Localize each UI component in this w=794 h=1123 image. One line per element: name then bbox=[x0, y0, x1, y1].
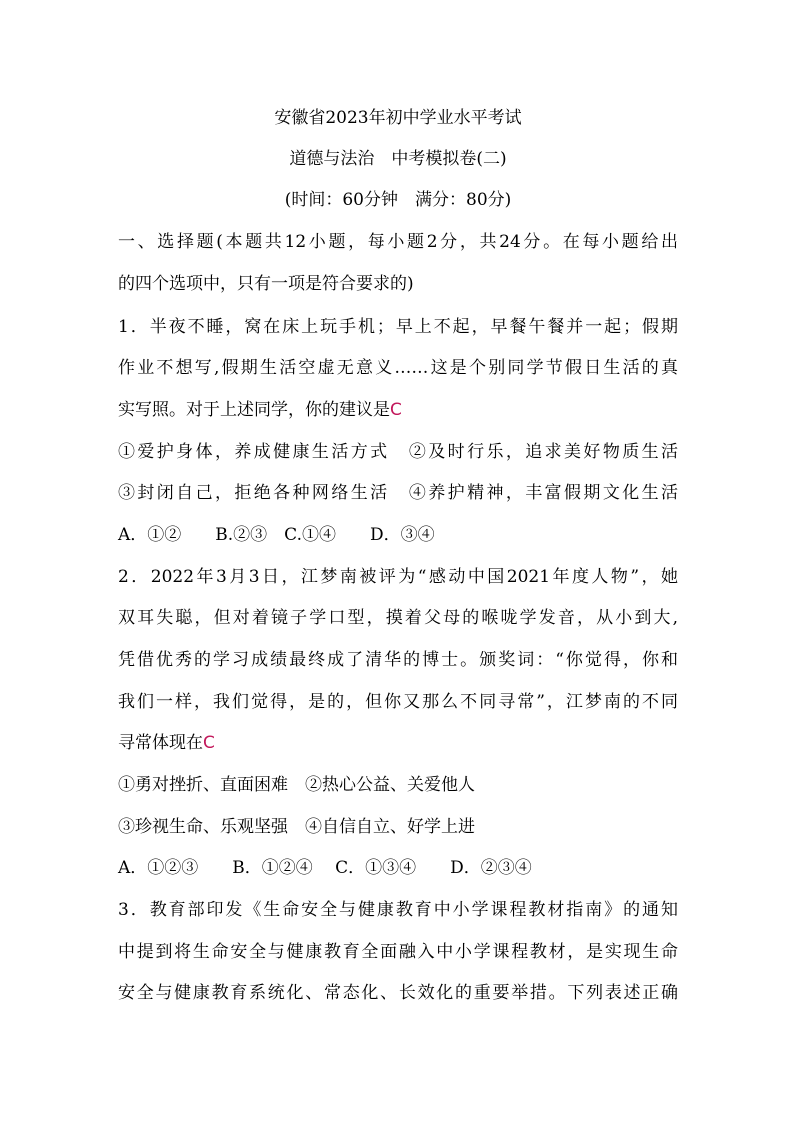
exam-title: 安徽省2023年初中学业水平考试 bbox=[274, 108, 522, 128]
q2-options-line2: ③珍视生命、乐观坚强 ④自信自立、好学上进 bbox=[118, 817, 475, 837]
q1-choices: A．①② B.②③ C.①④ D．③④ bbox=[118, 525, 435, 545]
q2-stem-text: 寻常体现在 bbox=[118, 733, 203, 753]
exam-subtitle: 道德与法治 中考模拟卷(二) bbox=[289, 149, 507, 169]
q1-stem-text: 实写照。对于上述同学，你的建议是 bbox=[118, 400, 390, 420]
section1-heading-line2: 的四个选项中，只有一项是符合要求的) bbox=[118, 274, 414, 294]
q2-choices: A．①②③ B．①②④ C．①③④ D．②③④ bbox=[118, 858, 532, 878]
q2-stem-line3: 凭借优秀的学习成绩最终成了清华的博士。颁奖词：“你觉得，你和 bbox=[118, 650, 678, 670]
q3-stem-line1: 3．教育部印发《生命安全与健康教育中小学课程教材指南》的通知 bbox=[118, 900, 678, 920]
q3-stem-line3: 安全与健康教育系统化、常态化、长效化的重要举措。下列表述正确 bbox=[118, 983, 678, 1003]
q2-stem-line4: 我们一样，我们觉得，是的，但你又那么不同寻常”，江梦南的不同 bbox=[118, 692, 678, 712]
q1-stem-line2: 作业不想写,假期生活空虚无意义……这是个别同学节假日生活的真 bbox=[118, 358, 678, 378]
q2-stem-line5 bbox=[118, 731, 678, 755]
q1-options-line1: ①爱护身体，养成健康生活方式 ②及时行乐，追求美好物质生活 bbox=[118, 442, 678, 462]
q1-stem-line3 bbox=[118, 398, 678, 422]
q1-answer: C bbox=[390, 400, 402, 420]
q3-stem-line2: 中提到将生命安全与健康教育全面融入中小学课程教材，是实现生命 bbox=[118, 942, 678, 962]
exam-time-info: (时间：60分钟 满分：80分) bbox=[284, 190, 512, 210]
q2-stem-line1: 2．2022年3月3日，江梦南被评为“感动中国2021年度人物”，她 bbox=[118, 567, 678, 587]
section1-heading-line1: 一、选择题(本题共12小题，每小题2分，共24分。在每小题给出 bbox=[118, 232, 678, 252]
q1-stem-line1: 1．半夜不睡，窝在床上玩手机；早上不起，早餐午餐并一起；假期 bbox=[118, 317, 678, 337]
q2-answer: C bbox=[203, 733, 215, 753]
q1-options-line2: ③封闭自己，拒绝各种网络生活 ④养护精神，丰富假期文化生活 bbox=[118, 483, 678, 503]
q2-options-line1: ①勇对挫折、直面困难 ②热心公益、关爱他人 bbox=[118, 775, 475, 795]
q2-stem-line2: 双耳失聪，但对着镜子学口型，摸着父母的喉咙学发音，从小到大, bbox=[118, 608, 678, 628]
